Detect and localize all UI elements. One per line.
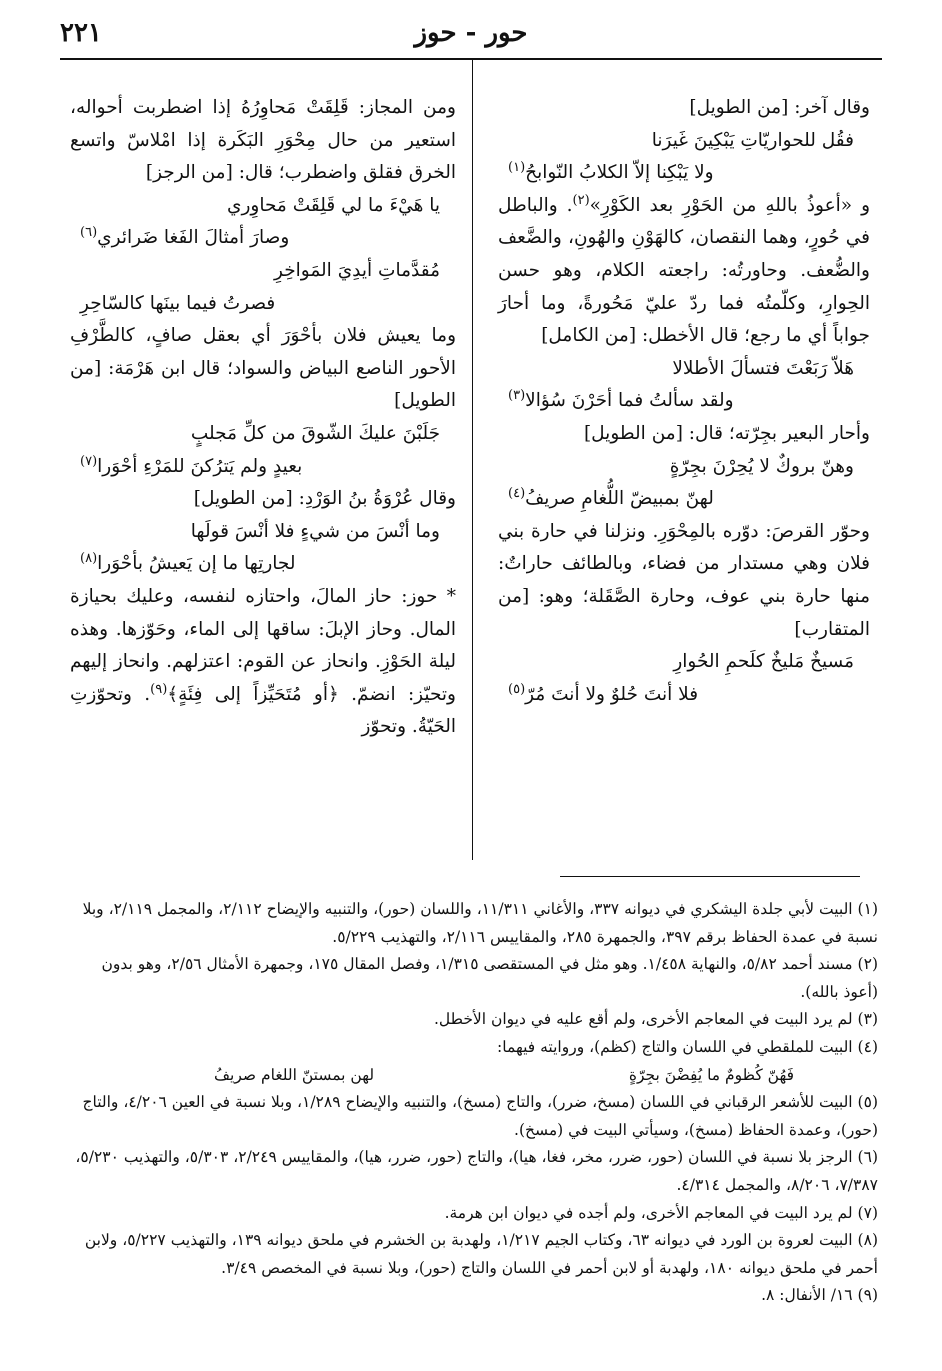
footnote-text: ١٦/ الأنفال: ٨. <box>761 1286 853 1305</box>
verse-line <box>70 548 456 581</box>
line-text-continued: . والباطل في حُورٍ، وهما النقصان، كالهَوْنِ والهُونِ، والضَّعف والضُّعف. وحاورتُه: راجعته الكلام، وهو حسن الحِوارِ، وكلّمتُه فما ردّ عليّ مَحُورةً، وما أحارَ جواباً أي ما رجع؛ قال الأخطل: [من الكامل] <box>498 194 870 347</box>
footnote <box>64 1034 878 1062</box>
footnote-number: (١) <box>857 900 878 918</box>
footnote <box>64 1006 878 1034</box>
verse-line <box>498 451 870 484</box>
line-text: ولقد سألتُ فما أحَرْنَ سُؤالا <box>525 390 734 412</box>
line-text: وهنّ بروكٌ لا يُحِرْنَ بجِرّةٍ <box>669 455 854 477</box>
footnote-number: (٨) <box>857 1231 878 1250</box>
footnote-marker: (٢) <box>572 192 590 208</box>
verse-line <box>498 646 870 679</box>
verse-line <box>70 222 456 255</box>
left-column <box>70 92 456 744</box>
verse-line <box>70 255 456 288</box>
footnote-verse <box>64 1062 878 1090</box>
line-text: جَلَبْنَ عليكَ الشّوقَ من كلِّ مَجلبٍ <box>190 422 440 444</box>
column-divider <box>472 60 473 860</box>
footnote-marker: (٥) <box>508 681 526 697</box>
line-text: فلا أنتَ حُلوٌ ولا أنتَ مُرّ <box>525 683 699 705</box>
footnote <box>64 1144 878 1199</box>
footnote <box>64 896 878 951</box>
page-number: ٢٢١ <box>60 18 102 48</box>
footnote-number: (٥) <box>857 1093 878 1112</box>
line-text: هَلاّ رَبَعْتَ فتسألَ الأطلالا <box>672 357 854 379</box>
footnote-marker: (١) <box>508 160 526 176</box>
footnote-number: (٦) <box>857 1148 878 1167</box>
line-text: وقال آخر: [من الطويل] <box>689 97 870 118</box>
footnote-number: (٢) <box>857 955 878 974</box>
footnote-number: (٣) <box>857 1010 878 1029</box>
page-header <box>60 18 882 50</box>
footnote <box>64 951 878 1006</box>
footnote-number: (٩) <box>857 1286 878 1305</box>
footnote-marker: (٩) <box>150 681 168 697</box>
verse-line <box>70 516 456 549</box>
line-text: فقُل للحواريّاتِ يَبْكِينَ غَيرَنا <box>651 129 854 151</box>
line-text: لهنّ بمبيضّ اللُّغامِ صريفُ <box>525 488 714 510</box>
line-text: لجارتِها ما إن يَعيشُ بأحْوَرا <box>97 553 296 575</box>
footnote <box>64 1227 878 1282</box>
footnote <box>64 1089 878 1144</box>
verse-line <box>70 190 456 223</box>
paragraph <box>70 320 456 418</box>
footnote-marker: (٣) <box>508 388 526 404</box>
running-head: حور - حوز <box>414 18 528 48</box>
paragraph <box>70 92 456 190</box>
line-text: يا هَيْءَ ما لي قَلِقَتْ مَحاوِري <box>227 194 440 216</box>
right-column <box>498 92 870 711</box>
line-text: وحوّر القرصَ: دوّره بالمِحْوَرِ. ونزلنا في حارة بني فلان وهي مستدار من فضاء، وبالطائف حاراتٌ: منها حارة بني عوف، وحارة الصَّقَلة؛ وهو: [من المتقارب] <box>498 520 870 640</box>
footnote-marker: (٨) <box>80 551 98 567</box>
footnote-number: (٤) <box>857 1037 878 1056</box>
header-rule <box>60 58 882 60</box>
verse-line <box>498 679 870 712</box>
line-text: فصرتُ فيما بينَها كالسّاحِرِ <box>80 292 276 314</box>
footnote-marker: (٤) <box>508 485 526 501</box>
footnote <box>64 1200 878 1228</box>
line-text: ومن المجاز: قَلِقَتْ مَحاوِرُهُ إذا اضطربت أحواله، استعير من حال مِحْوَرِ البَكَرة إذا امْلاسّ واتسع الخرق فقلق واضطرب؛ قال: [من الرجز] <box>70 97 456 184</box>
footnote-marker: (٦) <box>80 225 98 241</box>
footnote-text: لم يرد البيت في المعاجم الأخرى، ولم أجده في ديوان ابن هرمة. <box>444 1203 853 1222</box>
footnote-text: لم يرد البيت في المعاجم الأخرى، ولم أقع عليه في ديوان الأخطل. <box>433 1010 853 1029</box>
footnote-marker: (٧) <box>80 453 98 469</box>
footnote-text: البيت للملقطي في اللسان والتاج (كظم)، وروايته فيهما: <box>497 1037 853 1056</box>
footnote-rule <box>560 876 860 877</box>
verse-line <box>498 125 870 158</box>
verse-hemistich: فَهُنّ كُظومٌ ما يُفِضْنَ بجِرّةٍ <box>628 1065 794 1084</box>
verse-line <box>70 288 456 321</box>
verse-line <box>498 483 870 516</box>
verse-line <box>70 451 456 484</box>
paragraph <box>498 92 870 125</box>
footnote-text: مسند أحمد ٥/٨٢، والنهاية ١/٤٥٨. وهو مثل في المستقصى ١/٣١٥، وفصل المقال ١٧٥، وجمهرة الأمثال ٢/٥٦، وهو بدون (أعوذ بالله). <box>101 955 878 1001</box>
line-text: و «أعوذُ باللهِ من الحَوْرِ بعد الكَوْرِ» <box>589 194 870 216</box>
line-text: وما يعيش فلان بأحْوَرَ أي بعقل صافٍ، كالطَّرْفِ الأحور الناصع البياض والسواد؛ قال ابن هَرْمَة: [من الطويل] <box>70 325 456 412</box>
footnote-text: الرجز بلا نسبة في اللسان (حور، ضرر، مخر، فغا، هيا)، والتاج (حور، ضرر، هيا)، والمقاييس ٢/٢٤٩، ٥/٣٠٣، والتهذيب ٥/٢٣٠، ٧/٣٨٧، ٨/٢٠٦، والمجمل ٤/٣١٤. <box>75 1148 878 1194</box>
line-text: وصارَ أمثالَ الفَغا ضَرائري <box>97 227 290 249</box>
line-text: ولا يَبْكِنا إلاّ الكلابُ النّوابحُ <box>525 162 714 184</box>
footnote-number: (٧) <box>857 1203 878 1222</box>
verse-line <box>498 385 870 418</box>
verse-line <box>70 418 456 451</box>
verse-line <box>498 157 870 190</box>
line-text: مُقدَّماتِ أيدِيَ المَواخِرِ <box>274 259 440 281</box>
paragraph <box>70 581 456 744</box>
line-text: * حوز: حاز المالَ، واحتازه لنفسه، وعليك بحيازة المال. وحاز الإبلَ: ساقها إلى الماء، وحَوّزها. وهذه ليلة الحَوْزِ. وانحاز عن القوم: اعتزلهم. وانحاز إليهم وتحيّز: انضمّ. ﴿أو مُتَحَيِّزاً إلى فِئَةٍ﴾ <box>70 585 456 705</box>
line-text: وما أنْسَ من شيءٍ فلا أنْسَ قولَها <box>190 520 440 542</box>
paragraph <box>498 418 870 451</box>
line-text: وقال عُرْوَةُ بنُ الوَرْدِ: [من الطويل] <box>193 488 456 510</box>
paragraph <box>70 483 456 516</box>
paragraph <box>498 190 870 353</box>
verse-line <box>498 353 870 386</box>
footnote-text: البيت للأشعر الرقباني في اللسان (مسخ، ضرر)، والتاج (مسخ)، والتنبيه والإيضاح ١/٢٨٩، وبلا نسبة في العين ٤/٢٠٦، والتاج (حور)، وعمدة الحفاظ (مسخ)، وسيأتي البيت في (مسخ). <box>82 1093 878 1139</box>
footnote-text: البيت لأبي جلدة اليشكري في ديوانه ٣٣٧، والأغاني ١١/٣١١، واللسان (حور)، والتنبيه والإيضاح ٢/١١٢، والمجمل ٢/١١٩، وبلا نسبة في عمدة الحفاظ برقم ٣٩٧، والجمهرة ٢٨٥، والمقاييس ٢/١١٦، والتهذيب ٥/٢٢٩. <box>82 900 878 946</box>
line-text: مَسيخٌ مَليخٌ كلَحمِ الحُوارِ <box>673 651 854 673</box>
paragraph <box>498 516 870 646</box>
footnote-text: البيت لعروة بن الورد في ديوانه ٦٣، وكتاب الجيم ١/٢١٧، ولهدبة بن الخشرم في ملحق ديوانه ١٣٩، والتهذيب ٥/٢٢٧، ولابن أحمر في ملحق ديوانه ١٨٠، ولهدبة أو لابن أحمر في اللسان والتاج (حور)، وبلا نسبة في المخصص ٣/٤٩. <box>84 1231 878 1277</box>
footnotes <box>64 896 878 1310</box>
line-text-continued: . وتحوّزتِ الحَيّةُ. وتحوّز <box>70 683 456 738</box>
verse-hemistich: لهن بمستنّ اللغام صريفُ <box>214 1065 375 1084</box>
footnote <box>64 1282 878 1310</box>
line-text: بعيدٍ ولم يَترُكنَ للمَرْءِ أحْوَرا <box>97 455 303 477</box>
line-text: وأحار البعير بجِرّته؛ قال: [من الطويل] <box>583 422 870 444</box>
